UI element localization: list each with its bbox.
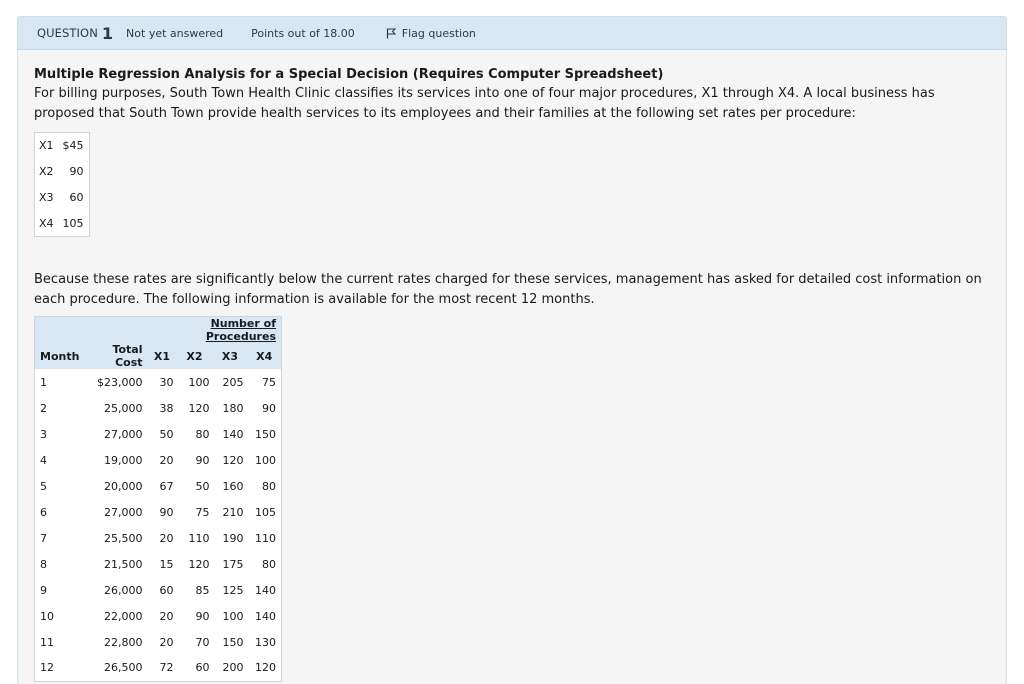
rate-procedure: X4 bbox=[39, 216, 54, 230]
table-row bbox=[35, 211, 90, 237]
table-row bbox=[35, 473, 282, 499]
cell-x3: 200 bbox=[222, 661, 244, 675]
cell-x4: 105 bbox=[255, 505, 276, 519]
cell-x1: 20 bbox=[159, 635, 174, 649]
question-status: Not yet answered bbox=[126, 26, 224, 40]
header-x2: X2 bbox=[186, 349, 203, 363]
table-row bbox=[35, 159, 90, 185]
cell-x4: 140 bbox=[255, 583, 276, 597]
rate-value: 60 bbox=[69, 191, 84, 204]
header-x1: X1 bbox=[153, 349, 171, 363]
cell-x4: 100 bbox=[255, 453, 276, 467]
question-label: QUESTION bbox=[37, 26, 98, 40]
table-header-row bbox=[35, 343, 282, 369]
cell-total-cost: 25,500 bbox=[104, 531, 143, 545]
cell-total-cost: 26,500 bbox=[104, 661, 143, 675]
cell-total-cost: 26,000 bbox=[104, 583, 143, 597]
cell-total-cost: 27,000 bbox=[104, 427, 143, 441]
cell-total-cost: $23,000 bbox=[97, 375, 143, 389]
cell-x1: 60 bbox=[159, 583, 174, 597]
cell-x4: 150 bbox=[255, 427, 276, 441]
cell-x3: 210 bbox=[222, 505, 244, 519]
cell-x4: 120 bbox=[255, 661, 276, 675]
cell-x2: 80 bbox=[195, 427, 210, 441]
cell-x1: 67 bbox=[159, 479, 174, 493]
cell-x1: 15 bbox=[159, 557, 174, 571]
cell-x4: 110 bbox=[255, 531, 276, 545]
cell-x1: 30 bbox=[159, 375, 174, 389]
cell-x3: 180 bbox=[222, 401, 244, 415]
cell-x2: 90 bbox=[195, 609, 210, 623]
cell-x3: 140 bbox=[222, 427, 244, 441]
table-row bbox=[35, 551, 282, 577]
number-of-procedures-header: Number of Procedures bbox=[205, 317, 276, 343]
cell-month: 12 bbox=[40, 661, 54, 675]
cell-total-cost: 27,000 bbox=[104, 505, 143, 519]
rates-table bbox=[34, 132, 90, 237]
cell-x2: 110 bbox=[188, 531, 210, 545]
cell-x2: 70 bbox=[195, 635, 210, 649]
cell-month: 2 bbox=[40, 401, 47, 415]
question-card bbox=[17, 16, 1007, 684]
cell-month: 7 bbox=[40, 531, 47, 545]
cell-x1: 72 bbox=[159, 661, 174, 675]
cell-x3: 100 bbox=[222, 609, 244, 623]
cell-x1: 90 bbox=[159, 505, 174, 519]
cell-x1: 50 bbox=[159, 427, 174, 441]
table-row bbox=[35, 577, 282, 603]
cell-month: 11 bbox=[40, 635, 54, 649]
table-row bbox=[35, 629, 282, 655]
cell-x1: 20 bbox=[159, 609, 174, 623]
cell-month: 8 bbox=[40, 557, 47, 571]
cell-x2: 50 bbox=[195, 479, 210, 493]
rate-value: $45 bbox=[62, 139, 84, 153]
cell-x4: 80 bbox=[262, 557, 276, 571]
rate-procedure: X2 bbox=[39, 165, 54, 178]
cell-x4: 80 bbox=[262, 479, 276, 493]
table-group-header-row bbox=[35, 317, 282, 344]
question-info-bar bbox=[18, 17, 1006, 50]
cell-month: 4 bbox=[40, 453, 47, 467]
cell-x2: 75 bbox=[195, 505, 210, 519]
cell-x4: 130 bbox=[255, 635, 276, 649]
question-number: 1 bbox=[101, 23, 114, 43]
cell-x3: 160 bbox=[222, 479, 244, 493]
cell-month: 10 bbox=[40, 609, 54, 623]
cell-x1: 38 bbox=[159, 401, 174, 415]
flag-question-button[interactable] bbox=[386, 27, 476, 40]
cell-x1: 20 bbox=[159, 531, 174, 545]
cell-x3: 150 bbox=[222, 635, 244, 649]
table-row bbox=[35, 447, 282, 473]
cell-total-cost: 20,000 bbox=[104, 479, 143, 493]
question-paragraph-2: Because these rates are significantly below the current rates charged for these services, management has asked for detailed cost information on each procedure. The following information is available for the most recent 12 months. bbox=[34, 272, 982, 307]
header-month: Month bbox=[40, 349, 80, 363]
cell-x2: 85 bbox=[195, 583, 210, 597]
cell-x2: 100 bbox=[188, 375, 210, 389]
cell-total-cost: 22,000 bbox=[104, 609, 143, 623]
cell-x3: 120 bbox=[222, 453, 244, 467]
cell-total-cost: 21,500 bbox=[104, 557, 143, 571]
cell-x2: 120 bbox=[188, 401, 210, 415]
header-total-cost: Total Cost bbox=[112, 343, 143, 369]
table-row bbox=[35, 499, 282, 525]
cell-month: 3 bbox=[40, 427, 47, 441]
table-row bbox=[35, 525, 282, 551]
cell-x3: 190 bbox=[222, 531, 244, 545]
rate-procedure: X3 bbox=[39, 191, 54, 204]
question-intro: For billing purposes, South Town Health Clinic classifies its services into one of four major procedures, X1 through X4. A local business has proposed that South Town provide health services to its employees and their families at the following set rates per procedure: bbox=[34, 86, 935, 121]
cell-x3: 205 bbox=[222, 375, 244, 389]
cell-month: 1 bbox=[40, 375, 47, 389]
cell-x2: 60 bbox=[195, 661, 210, 675]
cell-x3: 125 bbox=[222, 583, 244, 597]
rate-value: 105 bbox=[62, 216, 84, 230]
procedures-table bbox=[34, 316, 282, 682]
table-row bbox=[35, 133, 90, 159]
procedures-table-body bbox=[35, 369, 282, 681]
cell-month: 5 bbox=[40, 479, 47, 493]
rate-value: 90 bbox=[69, 165, 84, 178]
cell-x1: 20 bbox=[159, 453, 174, 467]
flag-question-label: Flag question bbox=[401, 26, 476, 40]
table-row bbox=[35, 655, 282, 681]
flag-icon bbox=[386, 28, 396, 39]
cell-x4: 75 bbox=[262, 375, 276, 389]
question-text bbox=[18, 50, 1006, 682]
question-points: Points out of 18.00 bbox=[251, 26, 355, 40]
cell-month: 6 bbox=[40, 505, 47, 519]
table-row bbox=[35, 395, 282, 421]
header-x4: X4 bbox=[256, 349, 273, 363]
cell-total-cost: 25,000 bbox=[104, 401, 143, 415]
cell-x2: 120 bbox=[188, 557, 210, 571]
cell-x3: 175 bbox=[222, 557, 244, 571]
table-row bbox=[35, 185, 90, 211]
header-x3: X3 bbox=[221, 349, 239, 363]
table-row bbox=[35, 603, 282, 629]
cell-total-cost: 22,800 bbox=[104, 635, 143, 649]
cell-x4: 140 bbox=[255, 609, 276, 623]
cell-x4: 90 bbox=[262, 401, 276, 415]
cell-x2: 90 bbox=[195, 453, 210, 467]
table-row bbox=[35, 421, 282, 447]
table-row bbox=[35, 369, 282, 395]
cell-month: 9 bbox=[40, 583, 47, 597]
question-title: Multiple Regression Analysis for a Special Decision (Requires Computer Spreadsheet) bbox=[34, 67, 664, 82]
cell-total-cost: 19,000 bbox=[104, 453, 143, 467]
rate-procedure: X1 bbox=[39, 139, 54, 153]
